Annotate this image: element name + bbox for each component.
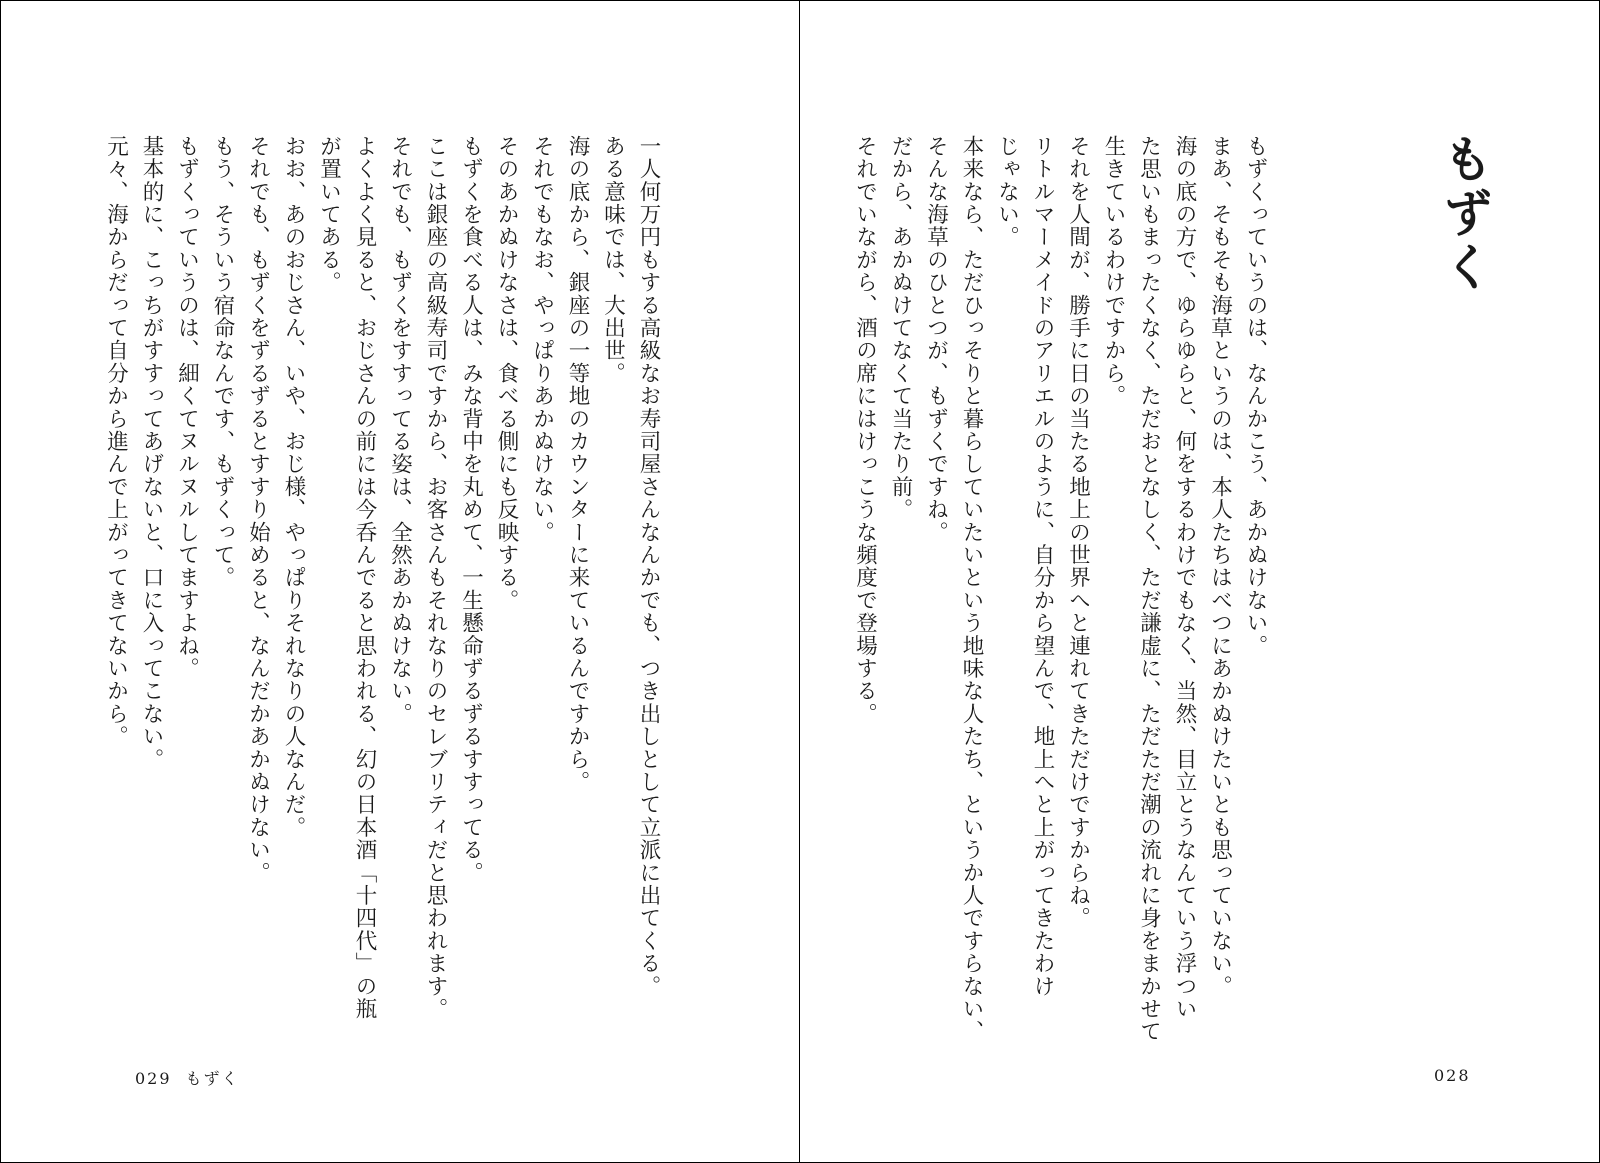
body-line: もう、そういう宿命なんです、もずくって。 [210, 135, 235, 589]
body-line: もずくっていうのは、細くてヌルヌルしてますよね。 [174, 135, 200, 680]
body-line: 基本的に、こっちがすすってあげないと、口に入ってこない。 [139, 135, 164, 771]
left-page [1, 1, 799, 1162]
body-line: そんな海草のひとつが、もずくですね。 [923, 135, 949, 544]
body-line: 海の底の方で、ゆらゆらと、何をするわけでもなく、当然、目立とうなんていう浮つい [1172, 135, 1197, 1021]
page-number: 028 [1434, 1066, 1471, 1085]
running-head: もずく [185, 1069, 240, 1088]
body-line: た思いもまったくなく、ただおとなしく、ただ謙虚に、ただただ潮の流れに身をまかせて [1136, 135, 1162, 1043]
body-line: ここは銀座の高級寿司ですから、お客さんもそれなりのセレブリティだと思われます。 [423, 135, 448, 1021]
body-line: だから、あかぬけてなくて当たり前。 [888, 135, 913, 521]
right-page-footer [1434, 1066, 1471, 1085]
body-line: もずくを食べる人は、みな背中を丸めて、一生懸命ずるずるすすってる。 [458, 135, 484, 885]
body-line: リトルマーメイドのアリエルのように、自分から望んで、地上へと上がってきたわけ [1030, 135, 1055, 998]
body-line: もずくっていうのは、なんかこう、あかぬけない。 [1243, 135, 1268, 658]
body-line: それでも、もずくをすすってる姿は、全然あかぬけない。 [387, 135, 413, 726]
body-line: それでも、もずくをずるずるとすすり始めると、なんだかあかぬけない。 [245, 135, 271, 885]
body-line: おお、あのおじさん、いや、おじ様、やっぱりそれなりの人なんだ。 [281, 135, 306, 839]
chapter-title: もずく [1435, 133, 1494, 295]
body-line: 本来なら、ただひっそりと暮らしていたいという地味な人たち、というか人ですらない、 [959, 135, 984, 1043]
right-page [800, 1, 1599, 1162]
body-line: それでいながら、酒の席にはけっこうな頻度で登場する。 [852, 135, 878, 726]
left-page-footer [135, 1066, 240, 1089]
body-line: ある意味では、大出世。 [600, 135, 626, 385]
right-page-body [847, 135, 1273, 1043]
body-line: それを人間が、勝手に日の当たる地上の世界へと連れてきただけですからね。 [1065, 135, 1091, 930]
body-line: それでもなお、やっぱりあかぬけない。 [529, 135, 555, 544]
body-line: よくよく見ると、おじさんの前には今呑んでると思われる、幻の日本酒「十四代」の瓶 [352, 135, 377, 1021]
body-line: が置いてある。 [316, 135, 342, 294]
page-number: 029 [135, 1069, 172, 1088]
body-line: そのあかぬけなさは、食べる側にも反映する。 [494, 135, 519, 612]
body-line: 元々、海からだって自分から進んで上がってきてないから。 [103, 135, 129, 748]
body-line: じゃない。 [994, 135, 1020, 249]
body-line: 生きているわけですから。 [1101, 135, 1126, 408]
body-line: 海の底から、銀座の一等地のカウンターに来ているんですから。 [565, 135, 590, 794]
left-page-body [98, 135, 666, 1021]
body-line: 一人何万円もする高級なお寿司屋さんなんかでも、つき出しとして立派に出てくる。 [636, 135, 661, 998]
body-line: まあ、そもそも海草というのは、本人たちはべつにあかぬけたいとも思っていない。 [1207, 135, 1233, 998]
